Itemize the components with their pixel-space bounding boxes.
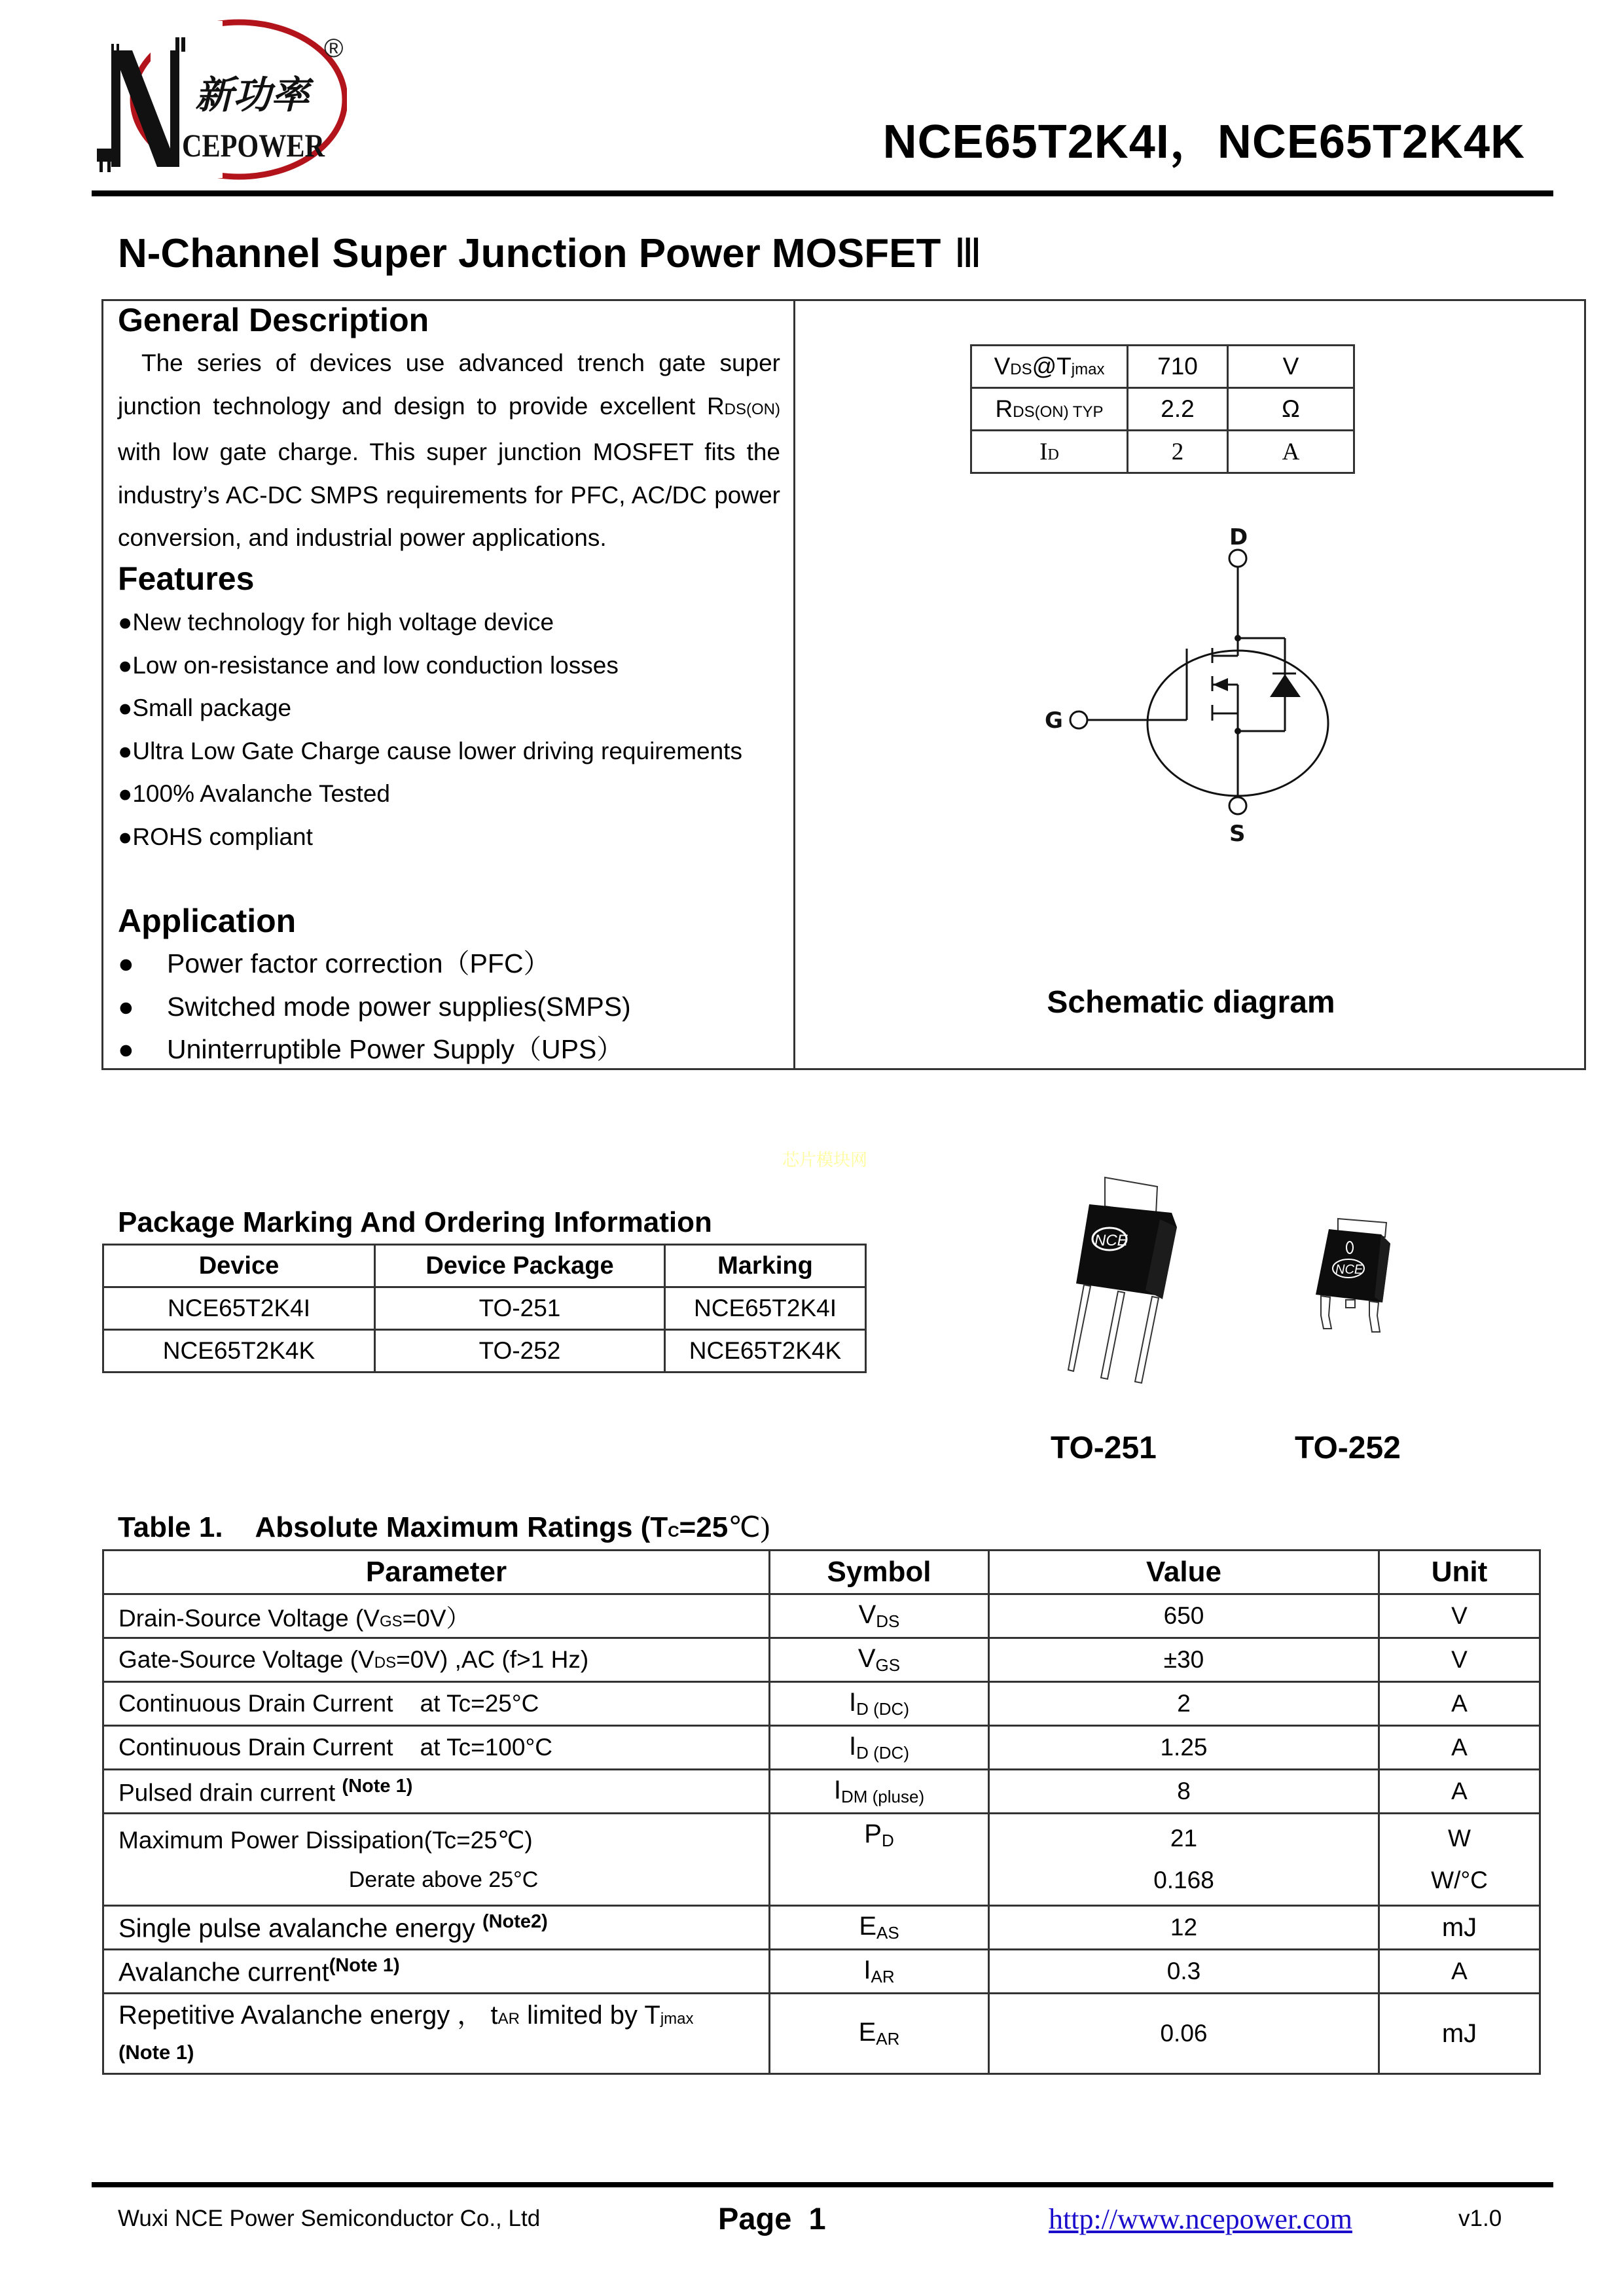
parameter-cell: Repetitive Avalanche energy ， tAR limited by Tjmax (Note 1) (103, 1994, 770, 2074)
title-suffix: =25 (679, 1511, 729, 1543)
table-row (103, 1994, 1540, 2074)
watermark-text: 芯片模块网 (782, 1150, 868, 1170)
gate-pin-label: G (1045, 708, 1063, 734)
spec-row (971, 431, 1354, 473)
n-channel-mosfet-symbol-icon (1021, 511, 1348, 929)
ratings-table-title (118, 1511, 770, 1544)
spec-symbol: ID (971, 431, 1128, 473)
feature-item (118, 772, 742, 816)
svg-text:NCE: NCE (1335, 1263, 1363, 1277)
feature-item (118, 687, 742, 730)
feature-text: Small package (132, 694, 292, 721)
symbol-cell: ID (DC) (770, 1726, 989, 1770)
to252-package-image (1309, 1217, 1407, 1348)
bullet-icon: ● (118, 737, 133, 764)
symbol-cell: IDM (pluse) (770, 1770, 989, 1814)
application-text: Switched mode power supplies(SMPS) (167, 991, 631, 1022)
spec-value: 2 (1128, 431, 1228, 473)
unit-cell: A (1379, 1682, 1540, 1726)
param-line-1: Maximum Power Dissipation(Tc=25℃) (118, 1827, 533, 1854)
table-row (103, 1770, 1540, 1814)
feature-text: 100% Avalanche Tested (132, 780, 390, 807)
column-header: Value (989, 1551, 1379, 1594)
feature-text: New technology for high voltage device (132, 609, 554, 636)
parameter-cell: Single pulse avalanche energy $^{(Note2)}$ (103, 1906, 770, 1950)
bullet-icon: ● (118, 780, 133, 807)
to252-package-icon (1309, 1217, 1407, 1348)
symbol-cell: EAR (770, 1994, 989, 2074)
general-description-heading: General Description (118, 302, 429, 338)
parameter-cell: Gate-Source Voltage (VDS=0V) ,AC (f>1 Hz) (103, 1638, 770, 1682)
marking-cell: NCE65T2K4K (665, 1330, 866, 1372)
feature-item (118, 601, 742, 644)
note-reference: (Note 1) (118, 2040, 194, 2064)
table-row (103, 1682, 1540, 1726)
parameter-cell: Continuous Drain Current at Tc=25°C (103, 1682, 770, 1726)
bullet-icon: ● (118, 991, 134, 1022)
to251-package-image (1060, 1175, 1218, 1384)
schematic-caption: Schematic diagram (1047, 985, 1335, 1020)
unit-cell: A (1379, 1770, 1540, 1814)
symbol-cell: VGS (770, 1638, 989, 1682)
note-reference: (Note 1) (329, 1955, 400, 1977)
parameter-cell: Avalanche current$^{(Note 1)}$ (103, 1950, 770, 1994)
to251-label: TO-251 (1051, 1431, 1157, 1465)
table-header-row (103, 1551, 1540, 1594)
value-cell: 650 (989, 1594, 1379, 1638)
application-item (118, 986, 631, 1029)
overview-box-divider (793, 299, 795, 1070)
table-row (103, 1814, 1540, 1906)
value-cell: 21 0.168 (989, 1814, 1379, 1906)
table-number: Table 1. (118, 1511, 223, 1543)
svg-text:®: ® (324, 34, 344, 63)
package-cell: TO-251 (375, 1287, 665, 1330)
table-row (103, 1638, 1540, 1682)
unit-cell: V (1379, 1594, 1540, 1638)
title-subscript: C (668, 1523, 679, 1541)
symbol-cell: IAR (770, 1950, 989, 1994)
rdson-subscript: DS(ON) (724, 400, 780, 418)
bullet-icon: ● (118, 651, 133, 679)
svg-text:CEPOWER: CEPOWER (182, 127, 325, 164)
table-row (103, 1950, 1540, 1994)
device-subtitle (118, 229, 982, 278)
value-cell: 8 (989, 1770, 1379, 1814)
symbol-cell: VDS (770, 1594, 989, 1638)
document-version: v1.0 (1458, 2206, 1502, 2231)
value-cell: 12 (989, 1906, 1379, 1950)
general-description-text (118, 342, 780, 560)
bullet-icon: ● (118, 609, 133, 636)
company-logo (92, 18, 347, 181)
footer-rule (92, 2182, 1553, 2187)
table-row (103, 1594, 1540, 1638)
value-cell: 0.06 (989, 1994, 1379, 2074)
spec-symbol: RDS(ON) TYP (971, 388, 1128, 431)
ncepower-logo-icon (92, 18, 347, 181)
symbol-cell: EAS (770, 1906, 989, 1950)
bullet-icon: ● (118, 948, 134, 978)
marking-cell: NCE65T2K4I (665, 1287, 866, 1330)
package-info-heading: Package Marking And Ordering Information (118, 1206, 712, 1238)
description-part-1: The series of devices use advanced trench gate super junction technology and design to provide excellent R (118, 350, 780, 420)
mosfet-schematic (1021, 511, 1348, 929)
description-part-2: with low gate charge. This super junction MOSFET fits the industry’s AC-DC SMPS requirements for PFC, AC/DC power conversion, and industrial power applications. (118, 439, 780, 551)
application-text: Power factor correction（PFC） (167, 948, 550, 978)
bullet-icon: ● (118, 694, 133, 721)
feature-item (118, 730, 742, 773)
spec-row (971, 346, 1354, 388)
value-cell: 2 (989, 1682, 1379, 1726)
note-reference: (Note2) (482, 1911, 548, 1933)
column-header: Symbol (770, 1551, 989, 1594)
absolute-maximum-ratings-table (102, 1549, 1541, 2075)
spec-unit: A (1228, 431, 1354, 473)
column-header: Parameter (103, 1551, 770, 1594)
svg-text:新功率: 新功率 (195, 73, 310, 117)
title-unit: ℃) (728, 1511, 770, 1543)
unit-cell: mJ (1379, 1906, 1540, 1950)
column-header: Device Package (375, 1245, 665, 1287)
value-cell: 0.3 (989, 1950, 1379, 1994)
feature-text: Ultra Low Gate Charge cause lower driving requirements (132, 737, 742, 764)
table-title-text: Absolute Maximum Ratings (T (255, 1511, 668, 1543)
column-header: Device (103, 1245, 375, 1287)
bullet-icon: ● (118, 1034, 134, 1064)
column-header: Unit (1379, 1551, 1540, 1594)
symbol-cell: PD (770, 1814, 989, 1906)
feature-item (118, 816, 742, 859)
note-reference: (Note 1) (342, 1776, 413, 1797)
spec-unit: V (1228, 346, 1354, 388)
table-header-row (103, 1245, 866, 1287)
unit-cell: A (1379, 1726, 1540, 1770)
feature-text: ROHS compliant (132, 823, 313, 850)
parameter-cell (103, 1814, 770, 1906)
parameter-cell: Drain-Source Voltage (VGS=0V） (103, 1594, 770, 1638)
footer-company: Wuxi NCE Power Semiconductor Co., Ltd (118, 2206, 541, 2231)
subtitle-text: N-Channel Super Junction Power MOSFET (118, 231, 941, 276)
unit-cell: V (1379, 1638, 1540, 1682)
feature-text: Low on-resistance and low conduction losses (132, 651, 619, 679)
page-number: Page 1 (718, 2201, 826, 2236)
to252-label: TO-252 (1295, 1431, 1401, 1465)
spec-symbol: VDS@Tjmax (971, 346, 1128, 388)
features-list (118, 601, 742, 858)
feature-item (118, 644, 742, 687)
device-cell: NCE65T2K4K (103, 1330, 375, 1372)
value-cell: 1.25 (989, 1726, 1379, 1770)
device-cell: NCE65T2K4I (103, 1287, 375, 1330)
symbol-cell: ID (DC) (770, 1682, 989, 1726)
spec-value: 2.2 (1128, 388, 1228, 431)
table-row (103, 1287, 866, 1330)
table-row (103, 1330, 866, 1372)
parameter-cell: Pulsed drain current $^{(Note 1)}$ (103, 1770, 770, 1814)
unit-cell: W W/°C (1379, 1814, 1540, 1906)
spec-row (971, 388, 1354, 431)
drain-pin-label: D (1229, 524, 1248, 550)
website-link[interactable]: http://www.ncepower.com (1049, 2203, 1352, 2235)
application-item (118, 942, 631, 986)
column-header: Marking (665, 1245, 866, 1287)
value-cell: ±30 (989, 1638, 1379, 1682)
parameter-cell: Continuous Drain Current at Tc=100°C (103, 1726, 770, 1770)
application-list (118, 942, 631, 1071)
package-marking-table (102, 1244, 867, 1373)
key-specs-table (970, 344, 1355, 474)
source-pin-label: S (1229, 821, 1246, 847)
to251-package-icon (1060, 1175, 1218, 1384)
features-heading: Features (118, 560, 255, 597)
package-cell: TO-252 (375, 1330, 665, 1372)
bullet-icon: ● (118, 823, 133, 850)
spec-unit: Ω (1228, 388, 1354, 431)
table-row (103, 1906, 1540, 1950)
param-line-2: Derate above 25°C (348, 1867, 539, 1892)
unit-cell: mJ (1379, 1994, 1540, 2074)
application-text: Uninterruptible Power Supply（UPS） (167, 1034, 624, 1064)
generation-mark: Ⅲ (954, 232, 983, 276)
part-number-title: NCE65T2K4I，NCE65T2K4K (882, 116, 1525, 168)
application-item (118, 1028, 631, 1071)
table-row (103, 1726, 1540, 1770)
unit-cell: A (1379, 1950, 1540, 1994)
spec-value: 710 (1128, 346, 1228, 388)
application-heading: Application (118, 903, 297, 939)
header-rule (92, 190, 1553, 196)
svg-text:NCE: NCE (1094, 1232, 1128, 1249)
